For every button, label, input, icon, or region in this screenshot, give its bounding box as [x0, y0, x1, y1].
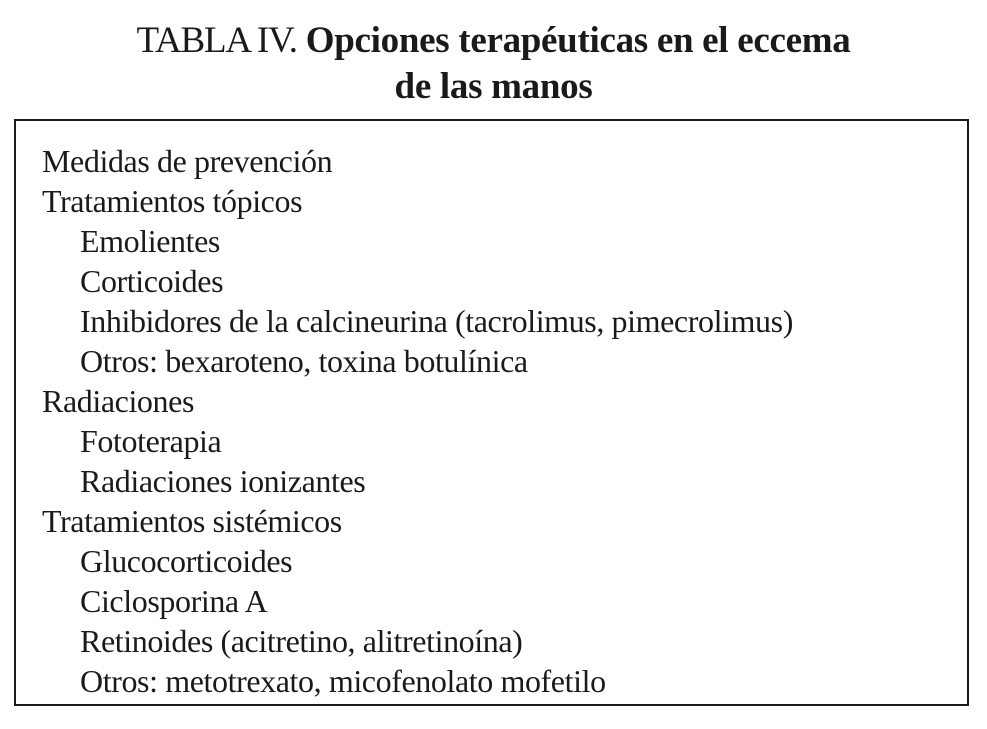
list-item: Tratamientos tópicos	[42, 183, 303, 219]
list-item: Radiaciones	[42, 383, 194, 419]
list-subitem: Glucocorticoides	[80, 543, 293, 579]
table-title	[0, 18, 987, 110]
list-subitem: Corticoides	[80, 263, 224, 299]
list-subitem: Fototerapia	[80, 423, 222, 459]
list-subitem: Retinoides (acitretino, alitretinoína)	[80, 623, 523, 659]
treatment-list	[42, 141, 793, 701]
table-box	[14, 119, 969, 706]
list-item: Tratamientos sistémicos	[42, 503, 342, 539]
list-item: Medidas de prevención	[42, 143, 333, 179]
list-subitem: Otros: metotrexato, micofenolato mofetilo	[80, 663, 606, 699]
list-subitem: Ciclosporina A	[80, 583, 268, 619]
table-title-line-2: de las manos	[394, 66, 593, 107]
list-subitem: Inhibidores de la calcineurina (tacrolimus, pimecrolimus)	[80, 303, 793, 339]
list-subitem: Emolientes	[80, 223, 220, 259]
table-title-line-1: Opciones terapéuticas en el eccema	[305, 20, 851, 61]
table-label: TABLA IV.	[136, 20, 297, 61]
list-subitem: Otros: bexaroteno, toxina botulínica	[80, 343, 528, 379]
list-subitem: Radiaciones ionizantes	[80, 463, 366, 499]
